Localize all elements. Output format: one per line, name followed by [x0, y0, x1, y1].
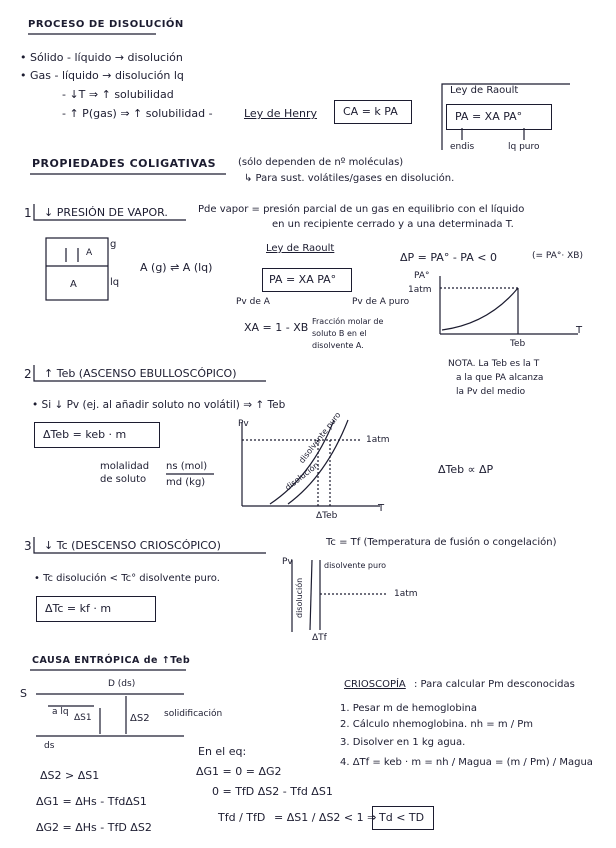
vapor-pressure-def-2: en un recipiente cerrado y a una determinada T. — [272, 219, 514, 230]
raoult-formula-box — [262, 268, 352, 292]
raoult-formula: PA = XA PA° — [269, 273, 337, 286]
cryoscopy-step-1: 1. Pesar m de hemoglobina — [340, 703, 477, 714]
cryoscopy-title: CRIOSCOPÍA — [344, 679, 406, 690]
page-title: PROCESO DE DISOLUCIÓN — [28, 19, 184, 30]
cryoscopic-1atm-label: 1atm — [394, 589, 418, 599]
cryoscopic-formula-box — [36, 596, 156, 622]
section-2-condition: • Si ↓ Pv (ej. al añadir soluto no volátil) ⇒ ↑ Teb — [32, 399, 286, 411]
molality-label-2: de soluto — [100, 474, 147, 485]
label-pv-de-a: Pv de A — [236, 297, 270, 307]
raoult-top-title: Ley de Raoult — [450, 85, 519, 96]
temperature-ratio: Tfd / TfD — [218, 811, 266, 824]
ebullioscopic-formula: ΔTeb = keb · m — [43, 428, 127, 441]
henry-formula-box — [334, 100, 412, 124]
cryoscopic-pv-label: Pv — [282, 557, 293, 567]
liquid-level-label: a lq — [52, 707, 69, 717]
equilibrium-gibbs-equality: ΔG1 = 0 = ΔG2 — [196, 765, 282, 778]
tc-definition: Tc = Tf (Temperatura de fusión o congelación) — [326, 537, 557, 548]
henry-formula: CA = k PA — [343, 105, 398, 118]
proportionality-label: ΔTeb ∝ ΔP — [438, 463, 494, 476]
graph-pa-label: PA° — [414, 271, 430, 281]
delta-s2-label: ΔS2 — [130, 713, 150, 724]
graph-1atm-label: 1atm — [408, 285, 432, 295]
cryoscopic-formula: ΔTc = kf · m — [45, 602, 112, 615]
entropy-axis-label: S — [20, 687, 27, 700]
label-pv-de-a-puro: Pv de A puro — [352, 297, 410, 307]
cryoscopy-step-3: 3. Disolver en 1 kg agua. — [340, 737, 466, 748]
intro-line-1: • Sólido - líquido → disolución — [20, 51, 183, 64]
delta-p-equation-alt: (= PA°· XB) — [532, 251, 583, 261]
result-box — [372, 806, 434, 830]
coligativas-title: PROPIEDADES COLIGATIVAS — [32, 157, 217, 170]
entropic-cause-underline — [30, 668, 190, 672]
delta-p-equation: ΔP = PA° - PA < 0 — [400, 251, 497, 264]
intro-line-3: - ↓T ⇒ ↑ solubilidad — [62, 88, 174, 101]
delta-tf-label: ΔTf — [312, 633, 327, 643]
graph-teb-label: Teb — [510, 339, 526, 349]
nota-line-1: NOTA. La Teb es la T — [448, 359, 540, 369]
section-1-number: 1 — [24, 206, 32, 220]
curve-pure-solvent-label: disolvente puro — [297, 410, 343, 465]
coligativas-note-1: (sólo dependen de nº moléculas) — [238, 157, 404, 168]
entropy-level-diagram — [34, 690, 194, 750]
solidification-label: solidificación — [164, 709, 223, 719]
d-state-label: D (ds) — [108, 679, 136, 689]
intro-line-2: • Gas - líquido → disolución lq — [20, 69, 184, 82]
mole-fraction-note-2: soluto B en el — [312, 329, 367, 338]
section-3-number: 3 — [24, 539, 32, 553]
intro-line-4: - ↑ P(gas) ⇒ ↑ solubilidad - — [62, 107, 213, 120]
entropy-inequality: ΔS2 > ΔS1 — [40, 769, 100, 782]
cryoscopic-solvent-label: disolvente puro — [324, 561, 387, 570]
henry-law-label: Ley de Henry — [244, 107, 317, 120]
entropy-ratio: = ΔS1 / ΔS2 < 1 ⇒ — [274, 811, 377, 824]
molality-numerator: ns (mol) — [166, 461, 208, 472]
equilibrium-temperature-relation: 0 = TfD ΔS2 - Tfd ΔS1 — [212, 785, 333, 798]
ebullioscopic-1atm-label: 1atm — [366, 435, 390, 445]
curve-solution-label: disolución — [283, 460, 321, 493]
ds-label: ds — [44, 741, 55, 751]
equilibrium-title: En el eq: — [198, 745, 247, 758]
ebullioscopic-t-label: T — [378, 503, 385, 514]
section-1-title: ↓ PRESIÓN DE VAPOR. — [44, 206, 168, 219]
molality-label-1: molalidad — [100, 461, 150, 472]
coligativas-underline — [30, 172, 230, 176]
section-2-number: 2 — [24, 367, 32, 381]
delta-s1-label: ΔS1 — [74, 713, 92, 723]
nota-line-3: la Pv del medio — [456, 387, 526, 397]
section-3-title: ↓ Tc (DESCENSO CRIOSCÓPICO) — [44, 539, 221, 552]
mole-fraction-note-1: Fracción molar de — [312, 317, 384, 326]
label-gas: g — [110, 239, 117, 250]
vessel-label-bottom: A — [70, 279, 77, 290]
closed-vessel-diagram — [44, 236, 112, 304]
cryoscopy-subtitle: : Para calcular Pm desconocidas — [414, 679, 575, 690]
vapor-pressure-def-1: Pde vapor = presión parcial de un gas en equilibrio con el líquido — [198, 204, 525, 215]
cryoscopy-step-2: 2. Cálculo nhemoglobina. nh = m / Pm — [340, 719, 534, 730]
equilibrium-equation: A (g) ⇌ A (lq) — [140, 261, 213, 274]
raoult-top-formula: PA = XA PA° — [455, 110, 523, 123]
gibbs-equation-1: ΔG1 = ΔHs - TfdΔS1 — [36, 795, 147, 808]
vapor-pressure-graph — [438, 274, 588, 344]
coligativas-note-2: ↳ Para sust. volátiles/gases en disolución. — [244, 173, 455, 184]
entropic-cause-title: CAUSA ENTRÓPICA de ↑Teb — [32, 655, 191, 666]
vessel-label-top: A — [86, 248, 93, 258]
delta-teb-label: ΔTeb — [316, 511, 338, 521]
ebullioscopic-pv-label: Pv — [238, 419, 249, 429]
raoult-top-label-left: endis — [450, 142, 475, 152]
cryoscopic-solution-label: disolución — [295, 577, 304, 618]
result-inequality: Td < TD — [379, 811, 425, 824]
molality-denominator: md (kg) — [166, 477, 206, 488]
graph-t-label: T — [576, 325, 583, 336]
mole-fraction-note-3: disolvente A. — [312, 341, 364, 350]
label-liquid: lq — [110, 277, 120, 288]
title-underline — [28, 32, 158, 36]
raoult-top-formula-box — [446, 104, 552, 130]
gibbs-equation-2: ΔG2 = ΔHs - TfD ΔS2 — [36, 821, 152, 834]
section-2-title: ↑ Teb (ASCENSO EBULLOSCÓPICO) — [44, 367, 237, 380]
cryoscopy-step-4: 4. ΔTf = keb · m = nh / Magua = (m / Pm) / Magua — [340, 757, 593, 768]
raoult-title: Ley de Raoult — [266, 243, 335, 254]
molality-fraction-bar — [158, 472, 218, 476]
raoult-top-label-right: lq puro — [508, 142, 540, 152]
ebullioscopic-formula-box — [34, 422, 160, 448]
nota-line-2: a la que PA alcanza — [456, 373, 544, 383]
section-3-condition: • Tc disolución < Tc° disolvente puro. — [34, 573, 220, 584]
mole-fraction-equation: XA = 1 - XB — [244, 321, 309, 334]
